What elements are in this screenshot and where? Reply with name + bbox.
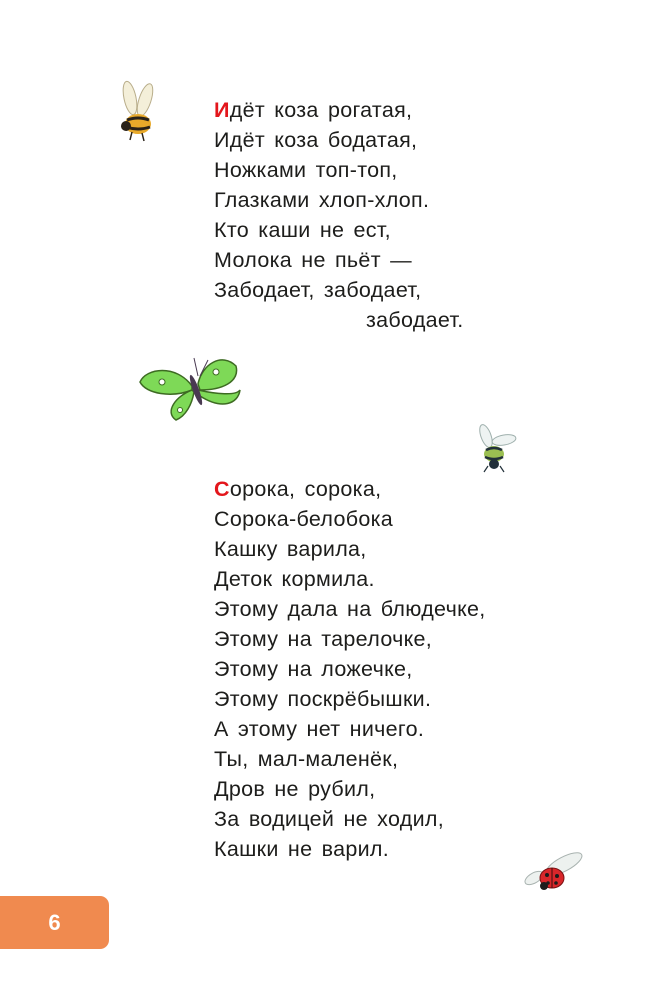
- poem-koza: [214, 95, 464, 335]
- bumblebee-icon: [112, 80, 164, 144]
- poem-line: забодает.: [366, 308, 464, 332]
- poem-line: Кто каши не ест,: [214, 218, 391, 242]
- bee-icon: [472, 424, 520, 474]
- poem-line: Этому поскрёбышки.: [214, 687, 432, 711]
- drop-cap: И: [214, 98, 230, 122]
- poem-line: Сорока, сорока,: [214, 477, 382, 501]
- poem-line: Деток кормила.: [214, 567, 375, 591]
- poem-line: Этому на тарелочке,: [214, 627, 433, 651]
- poem-line: Идёт коза бодатая,: [214, 128, 418, 152]
- page-number: 6: [48, 909, 61, 935]
- poem-line: Ты, мал-маленёк,: [214, 747, 399, 771]
- poem-soroka: [214, 474, 486, 864]
- poem-line: Идёт коза рогатая,: [214, 98, 413, 122]
- page-number-tab: [0, 896, 109, 949]
- poem-line: Этому на ложечке,: [214, 657, 413, 681]
- poem-line: Этому дала на блюдечке,: [214, 597, 486, 621]
- poem-line: Забодает, забодает,: [214, 278, 422, 302]
- butterfly-icon: [136, 350, 248, 424]
- poem-line: Дров не рубил,: [214, 777, 376, 801]
- drop-cap: С: [214, 477, 230, 501]
- poem-line: Глазками хлоп-хлоп.: [214, 188, 430, 212]
- ladybug-icon: [520, 846, 590, 898]
- poem-line: Сорока-белобока: [214, 507, 394, 531]
- poem-line: Молока не пьёт —: [214, 248, 412, 272]
- poem-line: А этому нет ничего.: [214, 717, 425, 741]
- poem-line: За водицей не ходил,: [214, 807, 445, 831]
- poem-line: Ножками топ-топ,: [214, 158, 398, 182]
- poem-line: Кашки не варил.: [214, 837, 390, 861]
- poem-line: Кашку варила,: [214, 537, 367, 561]
